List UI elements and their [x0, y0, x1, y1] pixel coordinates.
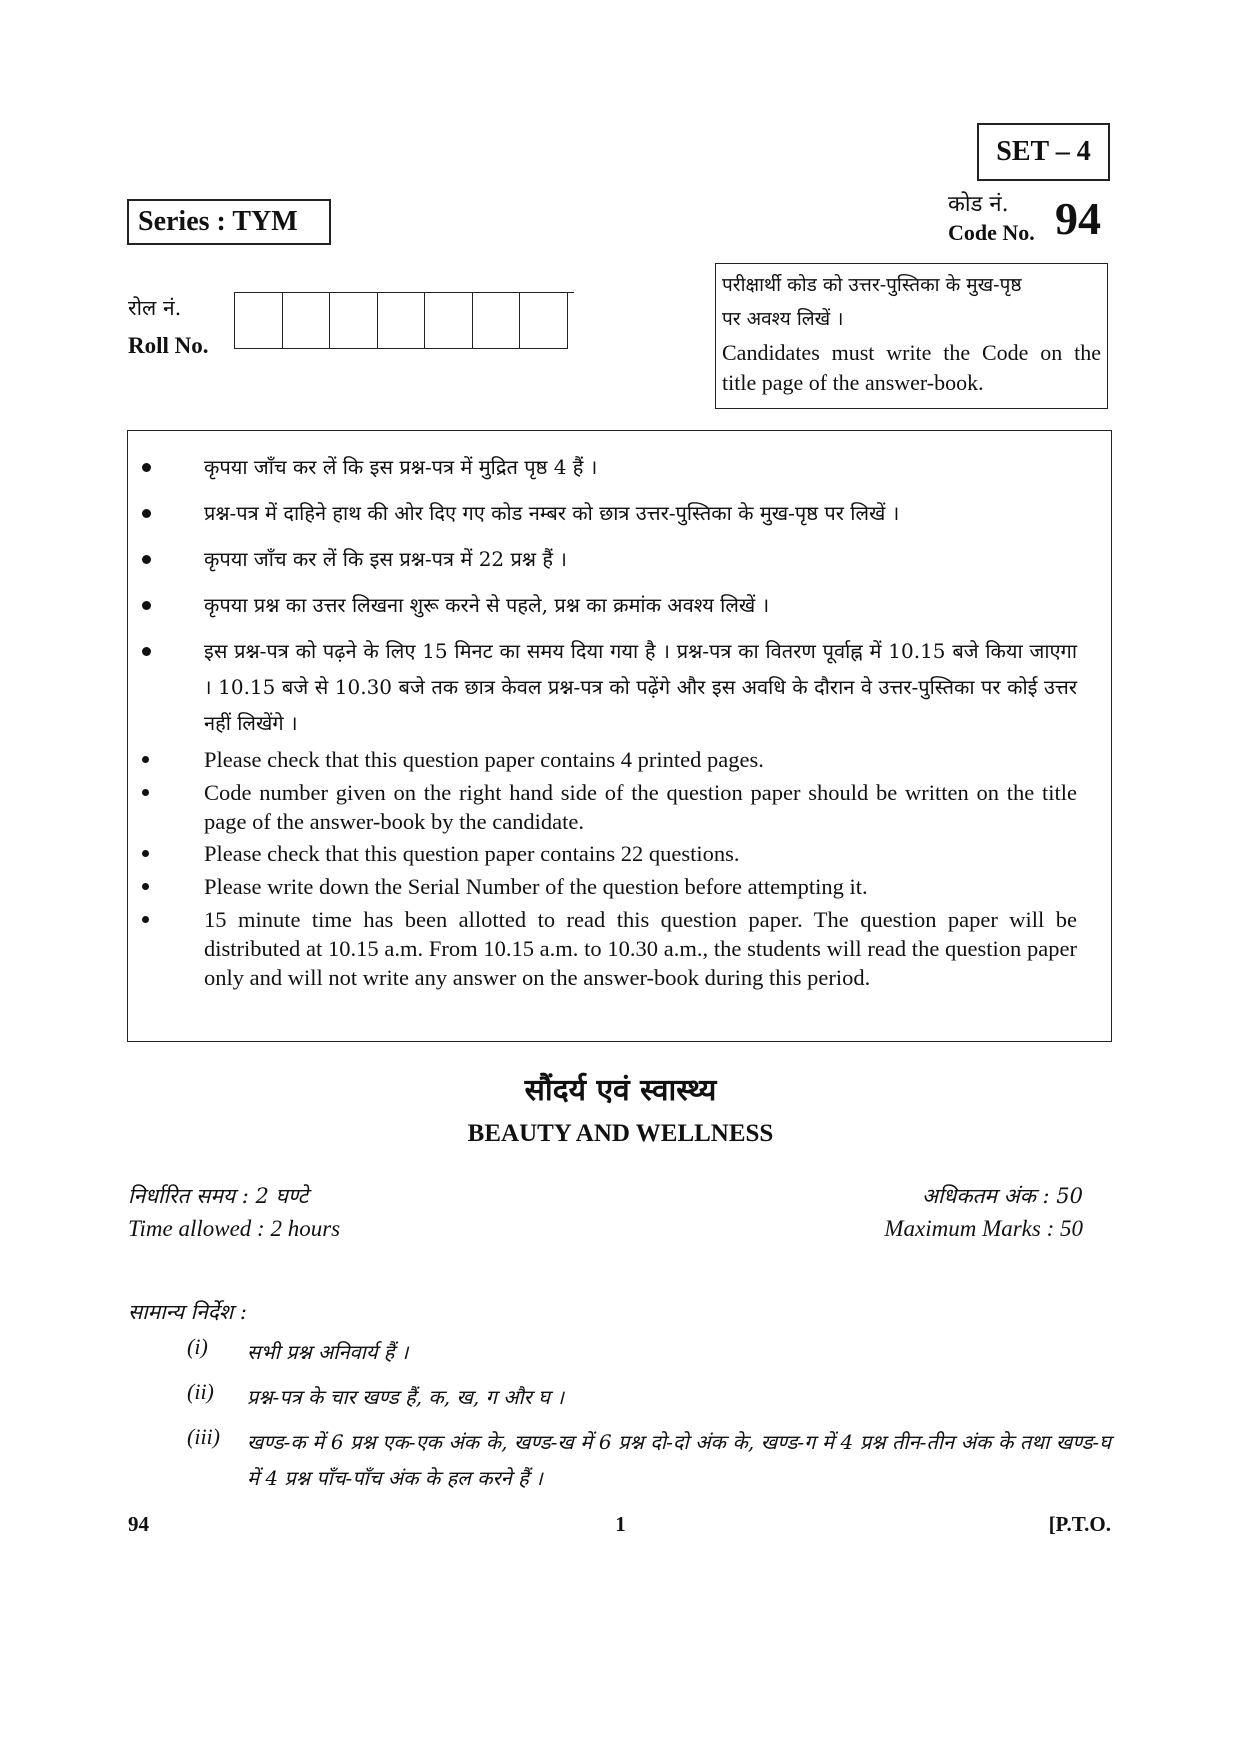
instructions-box — [127, 430, 1112, 1042]
bullet-icon — [142, 463, 151, 472]
bullet-icon — [142, 883, 149, 890]
bullet-icon — [142, 756, 149, 763]
list-item — [187, 1334, 1111, 1370]
roll-label-hindi: रोल नं. — [128, 296, 182, 320]
code-note-english: Candidates must write the Code on the title page of the answer-book. — [722, 340, 1101, 395]
instruction-hindi-1: कृपया जाँच कर लें कि इस प्रश्न-पत्र में मुद्रित पृष्ठ 4 हैं । — [204, 455, 598, 479]
item-number: (iii) — [187, 1424, 220, 1449]
general-instruction-text: सभी प्रश्न अनिवार्य हैं । — [247, 1340, 409, 1364]
time-allowed-english: Time allowed : 2 hours — [128, 1216, 341, 1241]
code-label-hindi: कोड नं. — [948, 192, 1009, 217]
maximum-marks-hindi: अधिकतम अंक : 50 — [921, 1184, 1083, 1208]
instruction-english-5: 15 minute time has been allotted to read this question paper. The question paper will be distributed at 10.15 a.m. From 10.15 a.m. to 10.30 a.m., the students will read the question paper only and will not write any answer on the answer-book during this period. — [204, 907, 1077, 990]
code-number: 94 — [1055, 193, 1101, 244]
instruction-english-2: Code number given on the right hand side of the question paper should be written on the title page of the answer-book by the candidate. — [204, 780, 1077, 834]
roll-digit-box[interactable] — [283, 292, 331, 348]
item-number: (i) — [187, 1334, 208, 1359]
roll-digit-box[interactable] — [425, 292, 473, 348]
instruction-hindi-3: कृपया जाँच कर लें कि इस प्रश्न-पत्र में 22 प्रश्न हैं । — [204, 547, 567, 571]
item-number: (ii) — [187, 1379, 214, 1404]
bullet-icon — [142, 789, 149, 796]
instruction-english-4: Please write down the Serial Number of the question before attempting it. — [204, 874, 868, 899]
list-item — [187, 1424, 1111, 1496]
please-turn-over: [P.T.O. — [1048, 1512, 1111, 1536]
general-instruction-text: खण्ड-क में 6 प्रश्न एक-एक अंक के, खण्ड-ख में 6 प्रश्न दो-दो अंक के, खण्ड-ग में 4 प्रश्न तीन-तीन अंक के तथा खण्ड-घ में 4 प्रश्न पाँच-पाँच अंक के हल करने हैं । — [247, 1430, 1111, 1490]
roll-digit-box[interactable] — [378, 292, 426, 348]
bullet-icon — [142, 509, 151, 518]
instruction-english-1: Please check that this question paper contains 4 printed pages. — [204, 747, 764, 772]
paper-title-hindi: सौंदर्य एवं स्वास्थ्य — [524, 1073, 717, 1108]
set-label: SET – 4 — [977, 123, 1110, 181]
roll-number-boxes[interactable] — [234, 292, 568, 349]
list-item — [187, 1379, 1111, 1415]
roll-digit-box[interactable] — [235, 292, 283, 348]
roll-digit-box[interactable] — [473, 292, 521, 348]
instruction-hindi-5: इस प्रश्न-पत्र को पढ़ने के लिए 15 मिनट का समय दिया गया है । प्रश्न-पत्र का वितरण पूर्वाह्न में 10.15 बजे किया जाएगा । 10.15 बजे से 10.30 बजे तक छात्र केवल प्रश्न-पत्र को पढ़ेंगे और इस अवधि के दौरान वे उत्तर-पुस्तिका पर कोई उत्तर नहीं लिखेंगे । — [204, 639, 1077, 735]
roll-label-english: Roll No. — [128, 333, 209, 358]
bullet-icon — [142, 601, 151, 610]
code-note-box — [715, 263, 1108, 409]
maximum-marks-english: Maximum Marks : 50 — [884, 1216, 1083, 1241]
paper-title-english: BEAUTY AND WELLNESS — [467, 1120, 774, 1147]
code-note-hindi-line-2: पर अवश्य लिखें । — [722, 308, 844, 330]
time-allowed-hindi: निर्धारित समय : 2 घण्टे — [128, 1184, 309, 1208]
general-instructions-heading: सामान्य निर्देश : — [128, 1300, 247, 1324]
series-label: Series : TYM — [127, 199, 331, 245]
roll-digit-box[interactable] — [330, 292, 378, 348]
instruction-hindi-2: प्रश्न-पत्र में दाहिने हाथ की ओर दिए गए कोड नम्बर को छात्र उत्तर-पुस्तिका के मुख-पृष्ठ पर लिखें । — [204, 501, 900, 525]
roll-digit-box[interactable] — [520, 292, 568, 348]
bullet-icon — [142, 647, 151, 656]
code-note-hindi-line-1: परीक्षार्थी कोड को उत्तर-पुस्तिका के मुख-पृष्ठ — [722, 274, 1022, 296]
bullet-icon — [142, 555, 151, 564]
instruction-english-3: Please check that this question paper contains 22 questions. — [204, 841, 740, 866]
bullet-icon — [142, 916, 149, 923]
code-label-english: Code No. — [948, 220, 1035, 245]
bullet-icon — [142, 850, 149, 857]
instruction-hindi-4: कृपया प्रश्न का उत्तर लिखना शुरू करने से पहले, प्रश्न का क्रमांक अवश्य लिखें । — [204, 593, 770, 617]
page-number: 1 — [615, 1512, 626, 1536]
footer-code: 94 — [128, 1512, 149, 1536]
general-instruction-text: प्रश्न-पत्र के चार खण्ड हैं, क, ख, ग और घ । — [247, 1385, 564, 1409]
